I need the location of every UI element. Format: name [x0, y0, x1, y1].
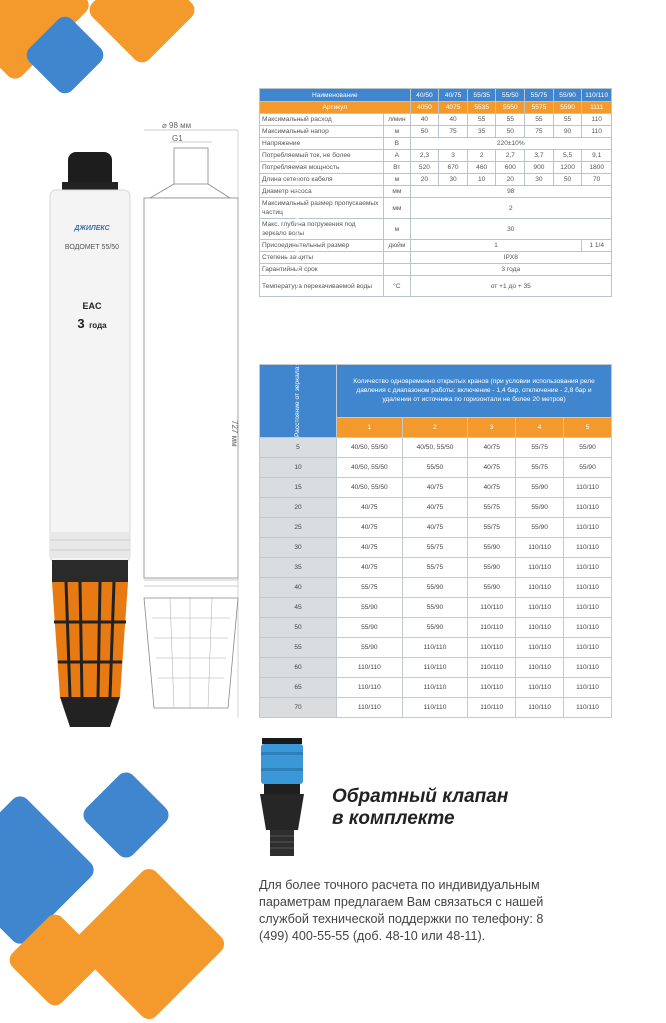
thread-label: G1 — [172, 134, 183, 143]
spec-value: 35 — [467, 126, 496, 138]
model-cell: 110/110 — [402, 678, 468, 698]
spec-value: 1200 — [553, 162, 582, 174]
article-value: 4050 — [410, 102, 439, 114]
selection-row — [260, 698, 612, 718]
model-cell: 110/110 — [337, 678, 403, 698]
spec-param: Диаметр насоса — [260, 186, 384, 198]
spec-param: Напряжение — [260, 138, 384, 150]
model-cell: 110/110 — [468, 618, 516, 638]
model-cell: 55/75 — [516, 458, 564, 478]
model-cell: 110/110 — [564, 498, 612, 518]
spec-row — [260, 264, 612, 276]
spec-value: 70 — [582, 174, 612, 186]
selection-row — [260, 678, 612, 698]
depth-value: 70 — [260, 698, 337, 718]
model-cell: 110/110 — [468, 658, 516, 678]
spec-row — [260, 252, 612, 264]
article-value: 5550 — [496, 102, 525, 114]
model-cell: 40/75 — [402, 498, 468, 518]
article-label: Артикул — [260, 102, 411, 114]
spec-unit: °С — [384, 276, 411, 297]
spec-row — [260, 276, 612, 297]
model-cell: 110/110 — [516, 638, 564, 658]
spec-value: от +1 до + 35 — [410, 276, 611, 297]
model-cell: 55/90 — [516, 478, 564, 498]
spec-header-name: Наименование — [260, 89, 411, 102]
model-cell: 110/110 — [564, 598, 612, 618]
article-value: 5575 — [525, 102, 554, 114]
spec-unit: дюйм — [384, 240, 411, 252]
model-cell: 110/110 — [564, 618, 612, 638]
spec-param: Максимальный расход — [260, 114, 384, 126]
spec-row — [260, 126, 612, 138]
selection-row — [260, 538, 612, 558]
spec-header-model: 40/50 — [410, 89, 439, 102]
model-cell: 110/110 — [564, 558, 612, 578]
spec-unit: м — [384, 174, 411, 186]
model-cell: 40/75 — [468, 458, 516, 478]
spec-value: 110 — [582, 114, 612, 126]
model-cell: 55/75 — [516, 438, 564, 458]
spec-value: 30 — [439, 174, 468, 186]
spec-value: 3 года — [410, 264, 611, 276]
spec-header-model: 55/90 — [553, 89, 582, 102]
model-cell: 110/110 — [337, 658, 403, 678]
length-label: 727 мм — [230, 420, 239, 447]
spec-row — [260, 114, 612, 126]
spec-unit — [384, 252, 411, 264]
model-cell: 110/110 — [516, 678, 564, 698]
selection-row — [260, 518, 612, 538]
spec-value: 40 — [410, 114, 439, 126]
depth-value: 65 — [260, 678, 337, 698]
spec-value: 2 — [410, 198, 611, 219]
model-cell: 110/110 — [516, 618, 564, 638]
spec-param: Потребляемый ток, не более — [260, 150, 384, 162]
model-cell: 110/110 — [468, 698, 516, 718]
model-cell: 40/75 — [337, 518, 403, 538]
model-cell: 40/50, 55/50 — [402, 438, 468, 458]
pump-label — [62, 225, 122, 333]
model-cell: 110/110 — [516, 598, 564, 618]
depth-value: 25 — [260, 518, 337, 538]
spec-value: 20 — [496, 174, 525, 186]
diameter-label: ⌀ 98 мм — [162, 121, 192, 130]
model-cell: 40/75 — [402, 518, 468, 538]
model-cell: 55/90 — [516, 498, 564, 518]
decor-diamond — [70, 865, 228, 1023]
taps-count: 1 — [337, 417, 403, 437]
spec-value: 75 — [439, 126, 468, 138]
model-cell: 110/110 — [564, 638, 612, 658]
article-value: 1111 — [582, 102, 612, 114]
taps-header: Количество одновременно открытых кранов (при условии использования реле давления с диапазоном работы: включение - 1,4 бар, отключение - 2,8 бар и удалении от источника по горизонтали не более 20 метров) — [337, 365, 612, 418]
model-cell: 110/110 — [564, 678, 612, 698]
model-cell: 55/75 — [468, 498, 516, 518]
spec-value: 520 — [410, 162, 439, 174]
model-cell: 55/90 — [564, 458, 612, 478]
spec-value: 460 — [467, 162, 496, 174]
spec-table — [259, 88, 612, 297]
spec-header-model: 55/35 — [467, 89, 496, 102]
spec-value: 50 — [553, 174, 582, 186]
spec-row — [260, 219, 612, 240]
model-cell: 110/110 — [402, 638, 468, 658]
spec-value: 1 — [410, 240, 582, 252]
spec-row — [260, 162, 612, 174]
model-cell: 55/90 — [337, 598, 403, 618]
model-cell: 110/110 — [402, 658, 468, 678]
model-cell: 110/110 — [516, 558, 564, 578]
spec-value: 98 — [410, 186, 611, 198]
spec-value: 55 — [496, 114, 525, 126]
depth-value: 35 — [260, 558, 337, 578]
model-cell: 55/90 — [516, 518, 564, 538]
spec-value: 220±10% — [410, 138, 611, 150]
spec-unit: м — [384, 126, 411, 138]
selection-row — [260, 578, 612, 598]
model-cell: 110/110 — [516, 698, 564, 718]
spec-row — [260, 198, 612, 219]
spec-unit: А — [384, 150, 411, 162]
spec-row — [260, 240, 612, 252]
check-valve-image — [258, 738, 306, 860]
warranty-word: года — [89, 321, 107, 330]
model-cell: 40/50, 55/50 — [337, 458, 403, 478]
spec-value: 670 — [439, 162, 468, 174]
depth-value: 5 — [260, 438, 337, 458]
spec-unit: Вт — [384, 162, 411, 174]
spec-unit: л/мин — [384, 114, 411, 126]
support-note: Для более точного расчета по индивидуальным параметрам предлагаем Вам связаться с нашей службой технической поддержки по телефону: 8 (499) 400-55-55 (доб. 48-10 или 48-11). — [259, 878, 544, 943]
spec-value: 2 — [467, 150, 496, 162]
spec-value: 3 — [439, 150, 468, 162]
spec-value: 600 — [496, 162, 525, 174]
model-cell: 40/75 — [468, 478, 516, 498]
depth-value: 60 — [260, 658, 337, 678]
selection-row — [260, 658, 612, 678]
spec-unit: м — [384, 219, 411, 240]
model-cell: 40/75 — [337, 558, 403, 578]
taps-count: 2 — [402, 417, 468, 437]
spec-value: 1800 — [582, 162, 612, 174]
spec-value: 5,5 — [553, 150, 582, 162]
model-cell: 55/75 — [468, 518, 516, 538]
spec-value: 2,7 — [496, 150, 525, 162]
selection-row — [260, 458, 612, 478]
spec-value: 75 — [525, 126, 554, 138]
spec-value: 55 — [525, 114, 554, 126]
model-cell: 55/90 — [468, 578, 516, 598]
model-cell: 55/90 — [564, 438, 612, 458]
spec-value: 9,1 — [582, 150, 612, 162]
spec-row — [260, 150, 612, 162]
model-cell: 55/75 — [402, 558, 468, 578]
spec-header-model: 55/50 — [496, 89, 525, 102]
model-cell: 110/110 — [516, 538, 564, 558]
spec-value: IPX8 — [410, 252, 611, 264]
spec-param: Максимальный размер пропускаемых частиц — [260, 198, 384, 219]
spec-unit: мм — [384, 186, 411, 198]
spec-value: 90 — [553, 126, 582, 138]
model-cell: 55/90 — [468, 538, 516, 558]
spec-value: 55 — [467, 114, 496, 126]
model-cell: 40/50, 55/50 — [337, 438, 403, 458]
eac-mark: EAC — [82, 301, 102, 311]
model-cell: 55/90 — [337, 638, 403, 658]
model-cell: 55/90 — [402, 618, 468, 638]
spec-header-model: 55/75 — [525, 89, 554, 102]
selection-row — [260, 618, 612, 638]
model-cell: 110/110 — [468, 678, 516, 698]
model-cell: 55/90 — [402, 598, 468, 618]
depth-value: 20 — [260, 498, 337, 518]
selection-row — [260, 558, 612, 578]
model-cell: 110/110 — [564, 578, 612, 598]
model-cell: 40/75 — [337, 538, 403, 558]
depth-header: Расстояние от зеркала воды (динамический уровень) до реле давления (по вертикали), м — [260, 365, 337, 438]
depth-value: 45 — [260, 598, 337, 618]
model-cell: 110/110 — [564, 698, 612, 718]
depth-value: 40 — [260, 578, 337, 598]
spec-param: Степень защиты — [260, 252, 384, 264]
spec-value: 50 — [410, 126, 439, 138]
model-cell: 110/110 — [516, 578, 564, 598]
model-cell: 110/110 — [468, 598, 516, 618]
model-cell: 110/110 — [564, 518, 612, 538]
model-cell: 40/75 — [337, 498, 403, 518]
depth-value: 15 — [260, 478, 337, 498]
depth-value: 30 — [260, 538, 337, 558]
taps-count: 4 — [516, 417, 564, 437]
spec-value: 1 1/4 — [582, 240, 612, 252]
taps-count: 5 — [564, 417, 612, 437]
model-cell: 110/110 — [564, 658, 612, 678]
spec-value: 50 — [496, 126, 525, 138]
warranty-number: 3 — [77, 316, 85, 331]
spec-value: 10 — [467, 174, 496, 186]
selection-row — [260, 598, 612, 618]
spec-param: Максимальный напор — [260, 126, 384, 138]
model-cell: 110/110 — [516, 658, 564, 678]
spec-param: Потребляемая мощность — [260, 162, 384, 174]
model-cell: 40/75 — [402, 478, 468, 498]
decor-diamond — [79, 768, 172, 861]
model-cell: 55/90 — [468, 558, 516, 578]
model-cell: 40/50, 55/50 — [337, 478, 403, 498]
selection-row — [260, 498, 612, 518]
spec-value: 110 — [582, 126, 612, 138]
depth-value: 55 — [260, 638, 337, 658]
model-cell: 110/110 — [337, 698, 403, 718]
spec-row — [260, 138, 612, 150]
spec-unit: В — [384, 138, 411, 150]
model-cell: 55/50 — [402, 458, 468, 478]
article-value: 4075 — [439, 102, 468, 114]
pump-model: ВОДОМЕТ 55/50 — [64, 244, 120, 251]
pump-brand: ДЖИЛЕКС — [74, 225, 110, 232]
spec-param: Гарантийный срок — [260, 264, 384, 276]
spec-header-model: 40/75 — [439, 89, 468, 102]
spec-param: Присоединительный размер — [260, 240, 384, 252]
selection-row — [260, 638, 612, 658]
spec-unit: мм — [384, 198, 411, 219]
model-cell: 40/75 — [468, 438, 516, 458]
spec-value: 3,7 — [525, 150, 554, 162]
spec-value: 2,3 — [410, 150, 439, 162]
depth-value: 50 — [260, 618, 337, 638]
model-cell: 110/110 — [402, 698, 468, 718]
model-cell: 55/90 — [402, 578, 468, 598]
selection-row — [260, 478, 612, 498]
spec-value: 40 — [439, 114, 468, 126]
spec-value: 55 — [553, 114, 582, 126]
taps-count: 3 — [468, 417, 516, 437]
valve-caption — [332, 786, 508, 830]
model-cell: 110/110 — [564, 538, 612, 558]
model-cell: 55/75 — [337, 578, 403, 598]
depth-value: 10 — [260, 458, 337, 478]
valve-caption-line: в комплекте — [332, 808, 455, 829]
spec-param: Макс. глубина погружения под зеркало воды — [260, 219, 384, 240]
selection-row — [260, 438, 612, 458]
spec-value: 900 — [525, 162, 554, 174]
spec-row — [260, 186, 612, 198]
valve-caption-line: Обратный клапан — [332, 786, 509, 807]
spec-header-model: 110/110 — [582, 89, 612, 102]
spec-value: 30 — [410, 219, 611, 240]
spec-param: Длина сетевого кабеля — [260, 174, 384, 186]
spec-row — [260, 174, 612, 186]
spec-unit — [384, 264, 411, 276]
model-cell: 110/110 — [468, 638, 516, 658]
model-cell: 55/75 — [402, 538, 468, 558]
spec-value: 20 — [410, 174, 439, 186]
article-value: 5590 — [553, 102, 582, 114]
model-cell: 110/110 — [564, 478, 612, 498]
spec-param: Температура перекачиваемой воды — [260, 276, 384, 297]
spec-value: 30 — [525, 174, 554, 186]
model-cell: 55/90 — [337, 618, 403, 638]
article-value: 5535 — [467, 102, 496, 114]
